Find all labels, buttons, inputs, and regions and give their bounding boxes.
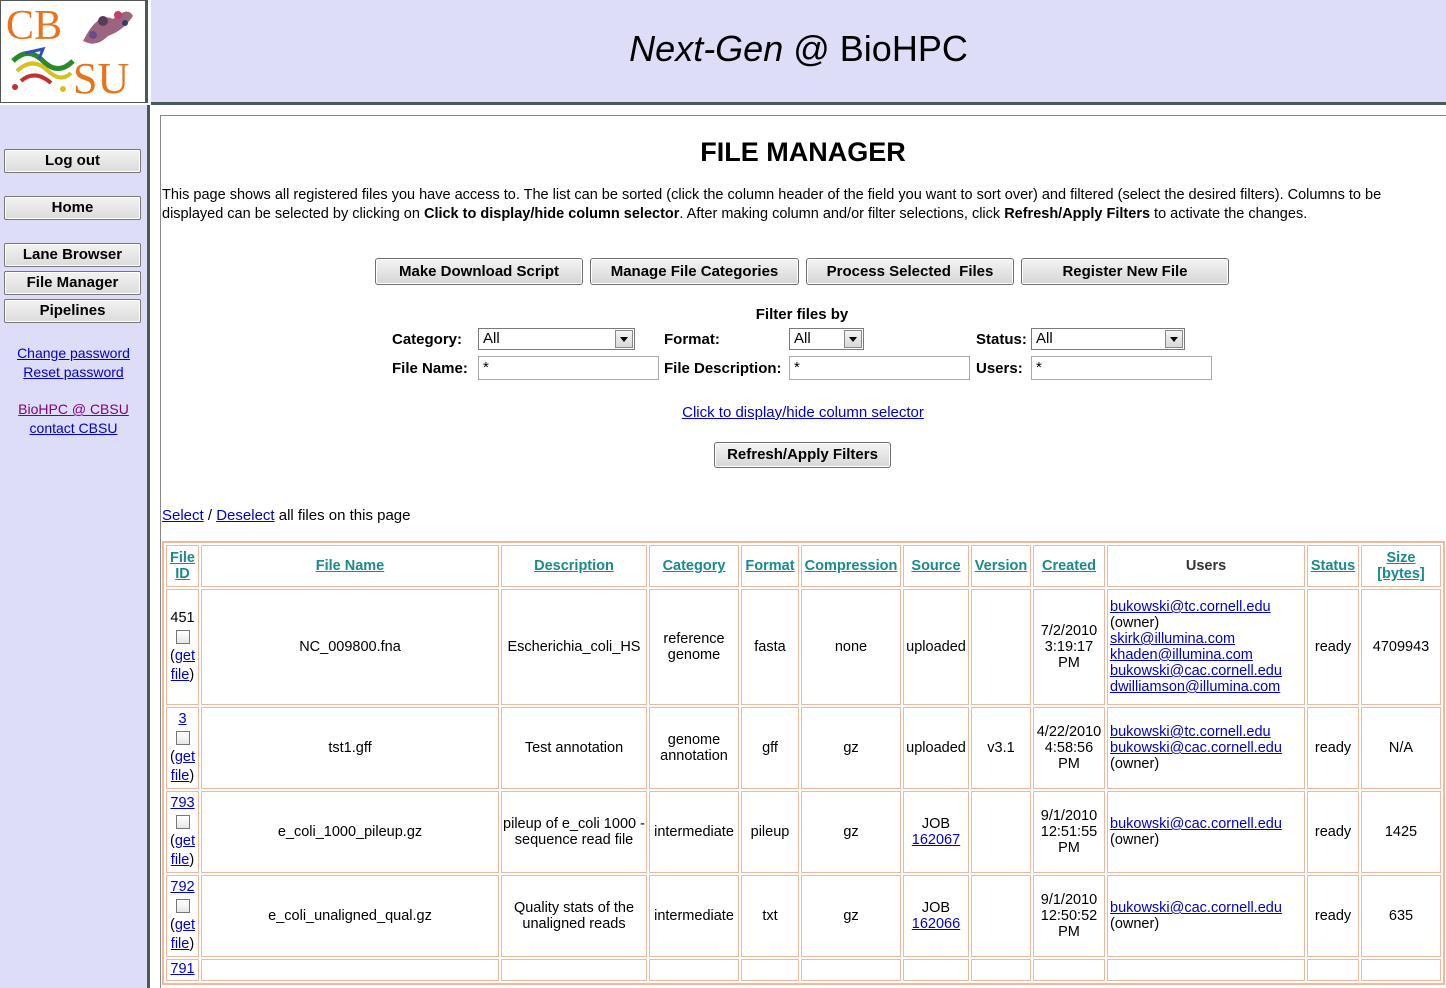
table-row: [166, 707, 1441, 789]
register-new-file-button[interactable]: Register New File: [1021, 258, 1229, 285]
get-file-paren: ): [189, 936, 195, 952]
size-cell: 4709943: [1361, 589, 1441, 705]
cbsu-logo: [3, 1, 147, 101]
get-file-paren: (: [169, 833, 175, 849]
job-link[interactable]: 162067: [911, 832, 961, 848]
reset-password-link[interactable]: Reset password: [23, 364, 124, 380]
col-source[interactable]: [903, 545, 969, 587]
created-date: 7/2/2010: [1040, 623, 1098, 639]
file-id-link[interactable]: 791: [170, 961, 195, 977]
created-time: 4:58:56: [1044, 740, 1094, 756]
get-file-paren: ): [189, 768, 195, 784]
get-file-paren: (: [169, 749, 175, 765]
pipelines-button[interactable]: Pipelines: [4, 299, 141, 323]
file-name-cell: e_coli_unaligned_qual.gz: [201, 875, 499, 957]
compression-cell: none: [801, 589, 901, 705]
col-compression[interactable]: [801, 545, 901, 587]
logout-button[interactable]: Log out: [4, 149, 141, 173]
get-file-link[interactable]: file: [170, 852, 190, 868]
users-cell: [1107, 875, 1305, 957]
category-cell: [649, 589, 739, 705]
category-cell: [649, 707, 739, 789]
job-link[interactable]: 162066: [911, 916, 961, 932]
source-cell: [903, 875, 969, 957]
table-cell: [1033, 959, 1105, 981]
category-text: reference: [663, 631, 725, 647]
site-title: [151, 28, 1446, 70]
page-title: FILE MANAGER: [700, 137, 906, 167]
get-file-paren: ): [189, 667, 195, 683]
get-file-paren: ): [189, 852, 195, 868]
created-cell: [1033, 875, 1105, 957]
intro-text: [162, 186, 1434, 224]
source-cell: [903, 707, 969, 789]
created-date: 4/22/2010: [1036, 724, 1102, 740]
site-title-italic: Next-Gen: [629, 28, 784, 69]
source-text: JOB: [921, 900, 951, 916]
table-cell: [801, 959, 901, 981]
format-select[interactable]: [789, 328, 864, 350]
status-select-value: All: [1036, 330, 1053, 347]
column-selector-toggle-link[interactable]: Click to display/hide column selector: [682, 404, 924, 421]
category-text: genome: [667, 732, 721, 748]
category-text: intermediate: [654, 908, 734, 924]
table-cell: [971, 959, 1031, 981]
status-cell: ready: [1307, 791, 1359, 873]
file-id-cell: [166, 959, 199, 981]
user-email-link[interactable]: dwilliamson@illumina.com: [1110, 679, 1281, 695]
file-id-header-line2[interactable]: ID: [175, 566, 190, 582]
file-id: 451: [170, 610, 195, 626]
file-name-label: File Name:: [392, 360, 468, 377]
category-header[interactable]: Category: [662, 558, 726, 574]
category-label: Category:: [392, 331, 463, 348]
users-cell: [1107, 589, 1305, 705]
user-email-link[interactable]: bukowski@cac.cornell.edu: [1110, 816, 1282, 832]
file-id-cell: [166, 707, 199, 789]
created-header[interactable]: Created: [1042, 558, 1096, 574]
file-id-cell: [166, 589, 199, 705]
home-button[interactable]: Home: [4, 196, 141, 220]
table-row: [166, 791, 1441, 873]
get-file-paren: (: [169, 917, 175, 933]
contact-cbsu-link[interactable]: contact CBSU: [29, 420, 118, 436]
version-cell: v3.1: [971, 707, 1031, 789]
col-file-id[interactable]: [166, 545, 199, 587]
intro-part: This page shows all registered files you have access to. The list can be sorted (click the column header of the field you want to sort over) and filtered (select the desired filters). Columns to be displayed can be selected by clicking on: [162, 187, 1382, 222]
get-file-paren: (: [169, 648, 175, 664]
category-cell: [649, 791, 739, 873]
file-id-cell: [166, 791, 199, 873]
size-cell: 1425: [1361, 791, 1441, 873]
size-cell: N/A: [1361, 707, 1441, 789]
file-id-cell: [166, 875, 199, 957]
created-cell: [1033, 707, 1105, 789]
size-header-line2[interactable]: [bytes]: [1377, 566, 1425, 582]
source-cell: [903, 589, 969, 705]
table-cell: [649, 959, 739, 981]
get-file-link[interactable]: get: [174, 917, 195, 933]
select-file-checkbox[interactable]: [176, 815, 190, 829]
table-cell: [501, 959, 647, 981]
format-cell: pileup: [741, 791, 799, 873]
status-label: Status:: [976, 331, 1027, 348]
created-ampm: PM: [1058, 655, 1080, 671]
user-email-link[interactable]: bukowski@tc.cornell.edu: [1110, 724, 1271, 740]
logo-text-top: CB: [6, 3, 63, 49]
get-file-link[interactable]: get: [174, 833, 195, 849]
status-select[interactable]: [1031, 328, 1185, 350]
users-cell: [1107, 791, 1305, 873]
select-file-checkbox[interactable]: [176, 731, 190, 745]
source-text: uploaded: [906, 740, 966, 756]
compression-cell: gz: [801, 707, 901, 789]
select-deselect-line: [162, 507, 411, 524]
users-input[interactable]: *: [1031, 356, 1212, 380]
file-id-header-line1[interactable]: File: [170, 550, 195, 566]
category-cell: [649, 875, 739, 957]
description-cell: Quality stats of the unaligned reads: [501, 875, 647, 957]
version-header[interactable]: Version: [974, 558, 1028, 574]
created-cell: [1033, 791, 1105, 873]
format-cell: fasta: [741, 589, 799, 705]
size-cell: 635: [1361, 875, 1441, 957]
table-row: [166, 959, 1441, 981]
format-select-value: All: [794, 330, 811, 347]
description-cell: Escherichia_coli_HS: [501, 589, 647, 705]
select-suffix: all files on this page: [274, 507, 411, 524]
make-download-script-button[interactable]: Make Download Script: [375, 258, 583, 285]
table-row: [166, 589, 1441, 705]
status-cell: ready: [1307, 875, 1359, 957]
process-selected-files-button[interactable]: Process Selected Files: [806, 258, 1014, 285]
chevron-down-icon: [1165, 330, 1183, 348]
user-email-link[interactable]: khaden@illumina.com: [1110, 647, 1253, 663]
user-email-link[interactable]: bukowski@cac.cornell.edu: [1110, 900, 1282, 916]
category-text: intermediate: [654, 824, 734, 840]
format-cell: txt: [741, 875, 799, 957]
chevron-down-icon: [615, 330, 633, 348]
intro-bold-refresh: Refresh/Apply Filters: [1004, 206, 1151, 222]
col-description[interactable]: [501, 545, 647, 587]
get-file-link[interactable]: file: [170, 936, 190, 952]
description-cell: pileup of e_coli 1000 -sequence read file: [501, 791, 647, 873]
site-title-rest: @ BioHPC: [783, 28, 968, 69]
table-row: [166, 875, 1441, 957]
created-cell: [1033, 589, 1105, 705]
files-table: [162, 541, 1445, 985]
format-cell: gff: [741, 707, 799, 789]
col-category[interactable]: [649, 545, 739, 587]
category-select[interactable]: [478, 328, 635, 350]
source-text: JOB: [921, 816, 951, 832]
source-cell: [903, 791, 969, 873]
format-label: Format:: [664, 331, 720, 348]
col-size[interactable]: [1361, 545, 1441, 587]
user-email-link[interactable]: bukowski@cac.cornell.edu: [1110, 663, 1282, 679]
user-email-link[interactable]: bukowski@cac.cornell.edu: [1110, 740, 1282, 756]
col-version[interactable]: [971, 545, 1031, 587]
category-select-value: All: [483, 330, 500, 347]
get-file-link[interactable]: get: [174, 648, 195, 664]
select-all-link[interactable]: Select: [162, 507, 204, 524]
file-manager-button[interactable]: File Manager: [4, 271, 141, 295]
table-cell: [1107, 959, 1305, 981]
table-cell: [903, 959, 969, 981]
get-file-link[interactable]: file: [170, 667, 190, 683]
version-cell: [971, 791, 1031, 873]
created-ampm: PM: [1058, 924, 1080, 940]
user-owner-tag: (owner): [1110, 615, 1160, 631]
compression-header[interactable]: Compression: [804, 558, 898, 574]
version-cell: [971, 589, 1031, 705]
change-password-link[interactable]: Change password: [17, 345, 130, 361]
description-header[interactable]: Description: [534, 558, 614, 574]
file-id-link[interactable]: 793: [170, 795, 195, 811]
col-status[interactable]: [1307, 545, 1359, 587]
format-header[interactable]: Format: [745, 558, 795, 574]
users-label: Users:: [976, 360, 1023, 377]
sidebar: [0, 105, 150, 988]
file-id-link[interactable]: 3: [178, 711, 187, 727]
col-format[interactable]: [741, 545, 799, 587]
intro-bold-column-selector: Click to display/hide column selector: [423, 206, 680, 222]
table-cell: [741, 959, 799, 981]
status-cell: ready: [1307, 707, 1359, 789]
chevron-down-icon: [844, 330, 862, 348]
col-users: Users: [1107, 545, 1305, 587]
page-header: [151, 0, 1446, 105]
created-date: 9/1/2010: [1040, 892, 1098, 908]
file-name-input[interactable]: *: [478, 356, 659, 380]
user-owner-tag: (owner): [1110, 832, 1160, 848]
select-file-checkbox[interactable]: [176, 630, 190, 644]
created-time: 12:51:55: [1040, 824, 1098, 840]
get-file-link[interactable]: get: [174, 749, 195, 765]
table-header-row: [166, 545, 1441, 587]
table-cell: [1361, 959, 1441, 981]
col-created[interactable]: [1033, 545, 1105, 587]
intro-part: . After making column and/or filter selections, click: [679, 206, 1005, 222]
file-description-label: File Description:: [664, 360, 782, 377]
table-cell: [201, 959, 499, 981]
user-email-link[interactable]: skirk@illumina.com: [1110, 631, 1236, 647]
category-text: annotation: [660, 748, 728, 764]
table-body: [166, 589, 1441, 981]
version-cell: [971, 875, 1031, 957]
table-cell: [1307, 959, 1359, 981]
status-header[interactable]: Status: [1310, 558, 1356, 574]
lane-browser-button[interactable]: Lane Browser: [4, 243, 141, 267]
logo-text-bottom: SU: [73, 54, 130, 101]
size-header-line1[interactable]: Size: [1386, 550, 1416, 566]
deselect-all-link[interactable]: Deselect: [216, 507, 275, 524]
created-time: 3:19:17: [1044, 639, 1094, 655]
file-name-cell: tst1.gff: [201, 707, 499, 789]
created-time: 12:50:52: [1040, 908, 1098, 924]
logo-box: [0, 0, 148, 103]
created-ampm: PM: [1058, 756, 1080, 772]
file-id-link[interactable]: 792: [170, 879, 195, 895]
created-date: 9/1/2010: [1040, 808, 1098, 824]
compression-cell: gz: [801, 791, 901, 873]
description-cell: Test annotation: [501, 707, 647, 789]
compression-cell: gz: [801, 875, 901, 957]
user-owner-tag: (owner): [1110, 916, 1160, 932]
category-text: genome: [667, 647, 721, 663]
get-file-link[interactable]: file: [170, 768, 190, 784]
user-email-link[interactable]: bukowski@tc.cornell.edu: [1110, 599, 1271, 615]
select-separator: /: [203, 507, 217, 524]
file-description-input[interactable]: *: [789, 356, 970, 380]
status-cell: ready: [1307, 589, 1359, 705]
source-header[interactable]: Source: [911, 558, 961, 574]
biohpc-link[interactable]: BioHPC @ CBSU: [18, 401, 129, 417]
filter-heading: Filter files by: [755, 306, 849, 323]
intro-part: to activate the changes.: [1150, 206, 1308, 222]
source-text: uploaded: [906, 639, 966, 655]
refresh-apply-filters-button[interactable]: Refresh/Apply Filters: [714, 442, 891, 468]
manage-file-categories-button[interactable]: Manage File Categories: [590, 258, 799, 285]
col-file-name[interactable]: [201, 545, 499, 587]
user-owner-tag: (owner): [1110, 756, 1160, 772]
file-name-header[interactable]: File Name: [315, 558, 385, 574]
file-name-cell: e_coli_1000_pileup.gz: [201, 791, 499, 873]
users-cell: [1107, 707, 1305, 789]
file-name-cell: NC_009800.fna: [201, 589, 499, 705]
select-file-checkbox[interactable]: [176, 899, 190, 913]
created-ampm: PM: [1058, 840, 1080, 856]
